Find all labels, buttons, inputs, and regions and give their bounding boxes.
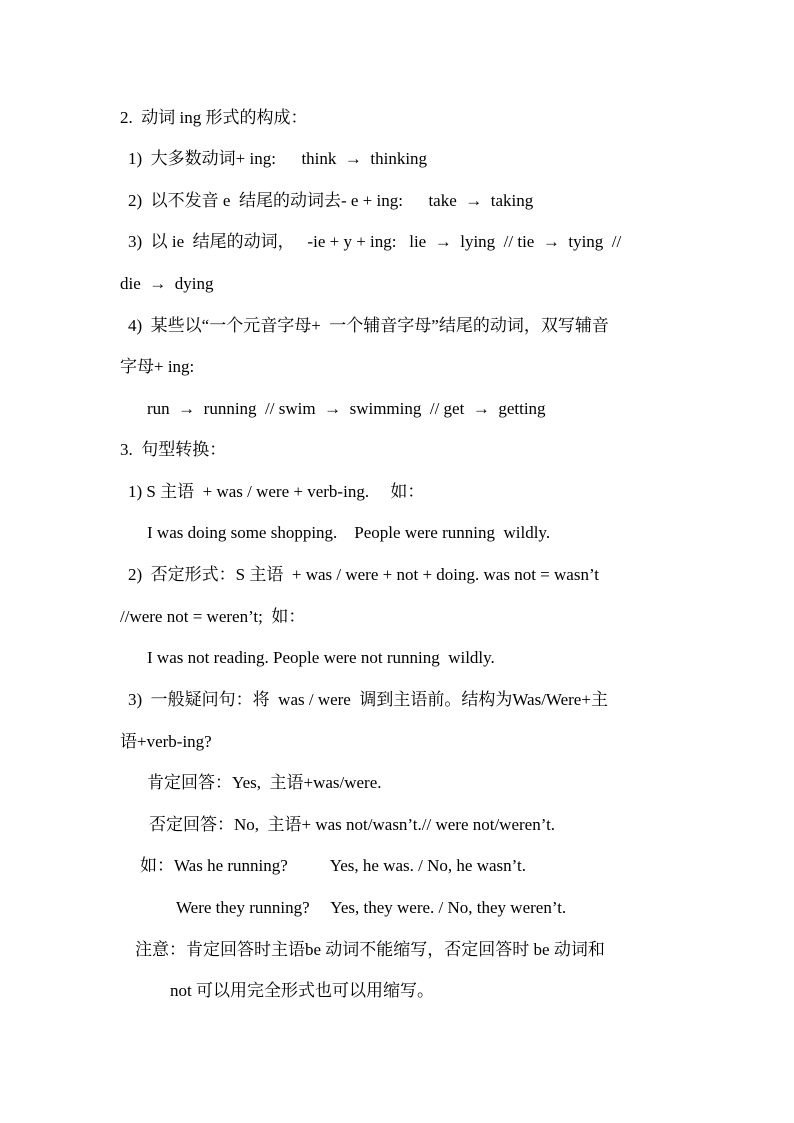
rule-item-3-continued: die → dying (120, 274, 214, 293)
conversion-item-2-example: I was not reading. People were not running wildly. (147, 648, 495, 667)
section-heading-sentence-conversion: 3. 句型转换： (120, 440, 227, 459)
note-text: 注意：肯定回答时主语be 动词不能缩写，否定回答时 be 动词和 (135, 940, 605, 959)
rule-item-1: 1) 大多数动词+ ing: think → thinking (128, 149, 428, 168)
question-example-2: Were they running? Yes, they were. / No, they weren’t. (176, 898, 567, 917)
rule-item-4-examples: run → running // swim → swimming // get → getting (147, 399, 546, 418)
question-example-1: 如：Was he running? Yes, he was. / No, he wasn’t. (140, 856, 526, 875)
note-text-continued: not 可以用完全形式也可以用缩写。 (170, 981, 434, 1000)
section-heading-ing-form: 2. 动词 ing 形式的构成： (120, 108, 308, 127)
rule-item-2: 2) 以不发音 e 结尾的动词去- e + ing: take → taking (128, 191, 534, 210)
conversion-item-2-continued: //were not = weren’t; 如： (120, 607, 306, 626)
conversion-item-3-continued: 语+verb-ing? (120, 732, 212, 751)
negative-answer: 否定回答：No, 主语+ was not/wasn’t.// were not/weren’t. (149, 815, 556, 834)
conversion-item-1: 1) S 主语 + was / were + verb-ing. 如： (128, 482, 425, 501)
rule-item-4: 4) 某些以“一个元音字母+ 一个辅音字母”结尾的动词，双写辅音 (128, 316, 609, 335)
conversion-item-3: 3) 一般疑问句：将 was / were 调到主语前。结构为Was/Were+主 (128, 690, 608, 709)
conversion-item-2: 2) 否定形式：S 主语 + was / were + not + doing. was not = wasn’t (128, 565, 600, 584)
rule-item-4-continued: 字母+ ing: (120, 357, 195, 376)
conversion-item-1-example: I was doing some shopping. People were running wildly. (147, 523, 551, 542)
rule-item-3: 3) 以 ie 结尾的动词， -ie + y + ing: lie → lying // tie → tying // (128, 232, 622, 251)
affirmative-answer: 肯定回答：Yes, 主语+was/were. (147, 773, 382, 792)
